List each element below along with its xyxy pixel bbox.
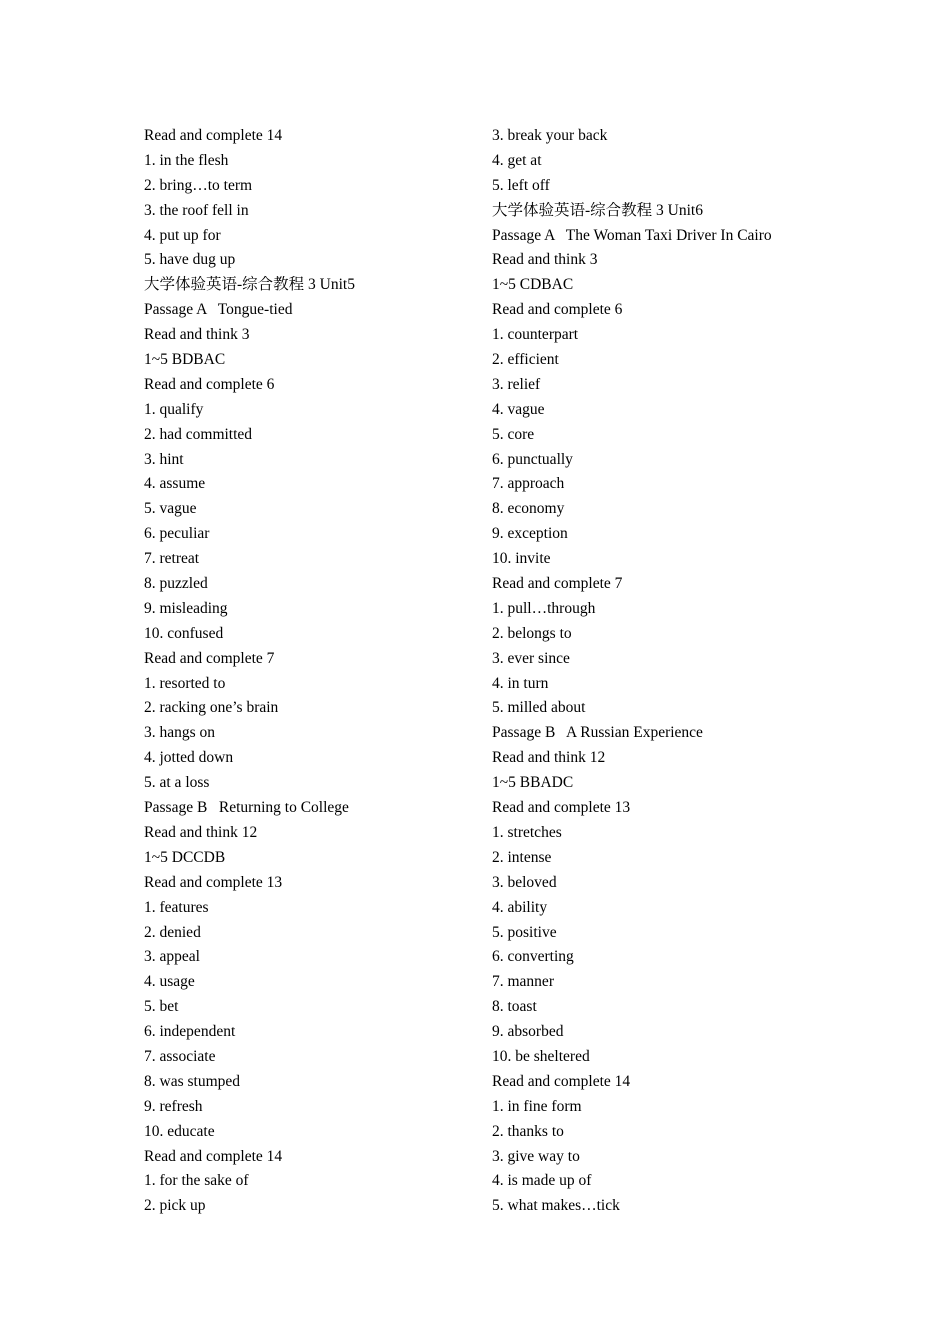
text-line: 5. vague <box>144 500 197 518</box>
text-line: Read and complete 13 <box>492 799 631 817</box>
text-line: 7. manner <box>492 973 554 991</box>
text-line: 1. for the sake of <box>144 1172 249 1190</box>
text-line: 6. converting <box>492 948 574 966</box>
text-line: 2. pick up <box>144 1197 206 1215</box>
text-line: Read and complete 7 <box>492 575 623 593</box>
text-line: 大学体验英语-综合教程 3 Unit5 <box>144 276 355 294</box>
text-line: 3. ever since <box>492 649 570 667</box>
text-line: 7. associate <box>144 1047 216 1065</box>
text-line: 5. left off <box>492 176 550 194</box>
text-line: 4. jotted down <box>144 749 234 767</box>
text-line: Read and complete 6 <box>492 301 623 319</box>
text-line: 3. relief <box>492 375 541 393</box>
text-line: 1. stretches <box>492 823 562 841</box>
text-line: 1~5 CDBAC <box>492 276 574 294</box>
text-line: 5. what makes…tick <box>492 1197 620 1215</box>
text-line: 2. bring…to term <box>144 176 253 194</box>
text-line: 5. at a loss <box>144 774 210 792</box>
text-line: 3. the roof fell in <box>144 201 249 219</box>
text-line: 6. punctually <box>492 450 573 468</box>
text-line: 1. resorted to <box>144 674 226 692</box>
text-line: Read and think 3 <box>144 326 250 344</box>
text-line: 3. appeal <box>144 948 200 966</box>
text-line: Read and complete 14 <box>144 1147 283 1165</box>
text-line: 5. have dug up <box>144 251 236 269</box>
text-line: 8. puzzled <box>144 575 208 593</box>
text-line: 7. retreat <box>144 550 200 568</box>
text-line: Passage B Returning to College <box>144 799 349 817</box>
text-line: 2. denied <box>144 923 201 941</box>
text-line: 6. independent <box>144 1023 236 1041</box>
text-line: 5. bet <box>144 998 179 1016</box>
text-line: 4. vague <box>492 400 545 418</box>
text-line: Passage A Tongue-tied <box>144 301 293 319</box>
text-line: 3. break your back <box>492 127 608 144</box>
text-line: 1~5 BBADC <box>492 774 574 792</box>
text-line: 2. thanks to <box>492 1122 564 1140</box>
text-line: 4. assume <box>144 475 206 493</box>
right-column <box>492 124 852 1219</box>
text-line: 2. racking one’s brain <box>144 699 279 717</box>
text-line: 1. qualify <box>144 400 204 418</box>
text-line: 3. hint <box>144 450 184 468</box>
text-line: 5. positive <box>492 923 557 941</box>
text-line: 大学体验英语-综合教程 3 Unit6 <box>492 201 703 219</box>
text-line: 3. give way to <box>492 1147 580 1165</box>
text-line: 4. ability <box>492 898 548 916</box>
text-line: 4. usage <box>144 973 195 991</box>
text-line: 8. was stumped <box>144 1072 241 1090</box>
text-line: 8. toast <box>492 998 537 1016</box>
text-line: Passage B A Russian Experience <box>492 724 703 742</box>
text-line: 1. in fine form <box>492 1097 582 1115</box>
text-line: 9. absorbed <box>492 1023 564 1041</box>
text-line: 1. in the flesh <box>144 151 229 169</box>
text-line: 3. beloved <box>492 873 557 891</box>
text-line: Read and think 12 <box>492 749 606 767</box>
text-line: 2. efficient <box>492 351 559 369</box>
text-line: 9. refresh <box>144 1097 203 1115</box>
text-line: 8. economy <box>492 500 565 518</box>
text-line: 10. educate <box>144 1122 215 1140</box>
text-line: Read and complete 13 <box>144 873 283 891</box>
text-line: Read and think 3 <box>492 251 598 269</box>
text-line: Passage A The Woman Taxi Driver In Cairo <box>492 226 772 244</box>
text-line: 10. confused <box>144 624 224 642</box>
text-line: Read and complete 14 <box>144 127 283 144</box>
text-line: 6. peculiar <box>144 525 210 543</box>
text-line: 4. put up for <box>144 226 221 244</box>
left-column <box>144 124 484 1219</box>
text-line: Read and complete 14 <box>492 1072 631 1090</box>
text-line: 5. core <box>492 425 535 443</box>
text-line: 10. invite <box>492 550 551 568</box>
text-line: 1~5 BDBAC <box>144 351 226 369</box>
text-line: Read and complete 7 <box>144 649 275 667</box>
text-line: 4. is made up of <box>492 1172 592 1190</box>
text-line: 3. hangs on <box>144 724 216 742</box>
text-line: 7. approach <box>492 475 565 493</box>
text-line: 2. belongs to <box>492 624 572 642</box>
text-line: Read and think 12 <box>144 823 258 841</box>
text-line: 1. counterpart <box>492 326 579 344</box>
text-line: 9. exception <box>492 525 568 543</box>
text-line: 2. had committed <box>144 425 253 443</box>
text-line: 9. misleading <box>144 599 228 617</box>
text-line: 10. be sheltered <box>492 1047 590 1065</box>
text-line: 1. features <box>144 898 209 916</box>
text-line: 4. get at <box>492 151 542 169</box>
text-line: 1. pull…through <box>492 599 596 617</box>
text-line: 1~5 DCCDB <box>144 848 226 866</box>
text-line: 2. intense <box>492 848 552 866</box>
text-line: Read and complete 6 <box>144 375 275 393</box>
text-line: 5. milled about <box>492 699 586 717</box>
text-line: 4. in turn <box>492 674 549 692</box>
